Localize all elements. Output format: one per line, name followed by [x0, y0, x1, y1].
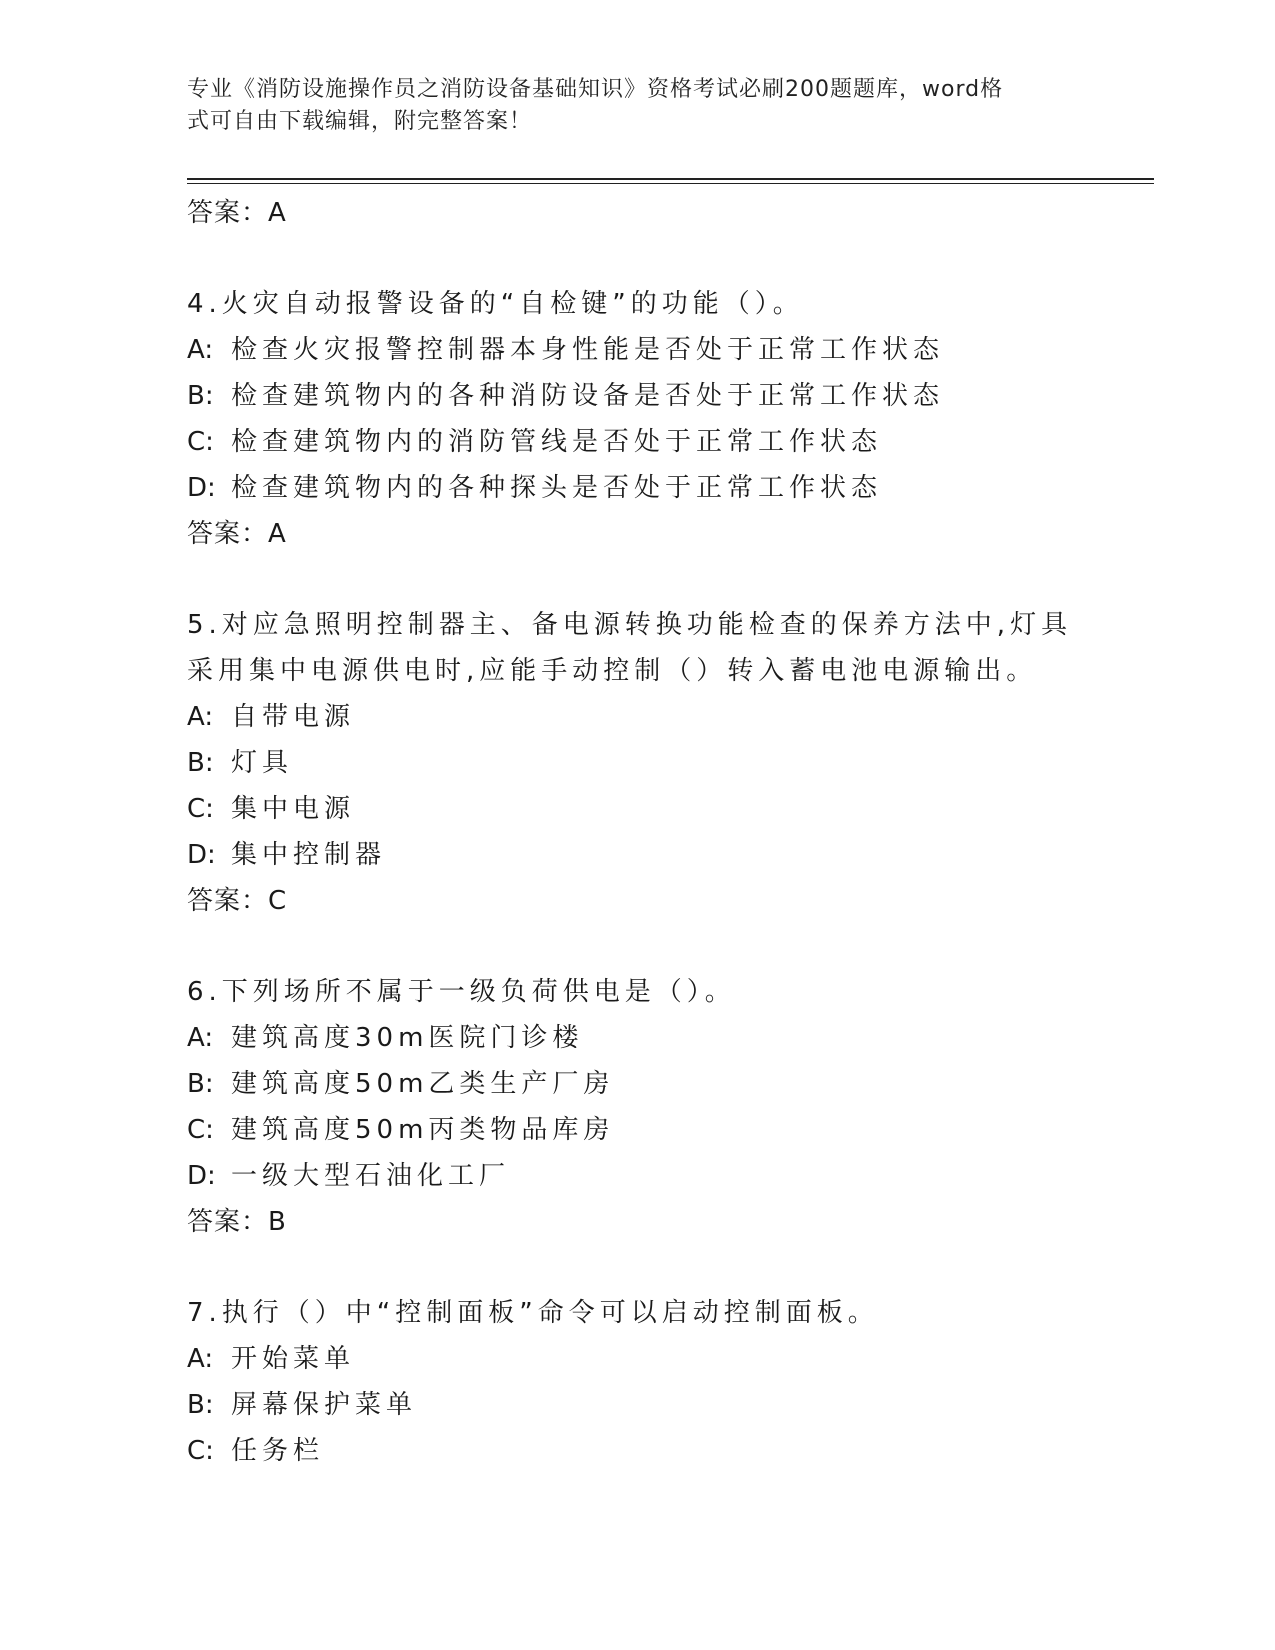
- option-text: 集中电源: [231, 794, 356, 824]
- option-c: [187, 1107, 1087, 1153]
- question-list: [187, 190, 1087, 1474]
- option-key: B:: [187, 1069, 214, 1099]
- option-text: 建筑高度30m医院门诊楼: [231, 1023, 584, 1053]
- option-d: [187, 832, 1087, 878]
- option-key: B:: [187, 748, 214, 778]
- question-stem: 6.下列场所不属于一级负荷供电是（）。: [187, 977, 736, 1007]
- option-key: B:: [187, 1390, 214, 1420]
- option-key: D:: [187, 1161, 216, 1191]
- option-b: [187, 1061, 1087, 1107]
- option-a: [187, 1015, 1087, 1061]
- option-b: [187, 1382, 1087, 1428]
- option-text: 建筑高度50m乙类生产厂房: [231, 1069, 615, 1099]
- option-key: A:: [187, 702, 214, 732]
- option-text: 自带电源: [231, 702, 356, 732]
- option-b: [187, 373, 1087, 419]
- option-text: 集中控制器: [231, 840, 387, 870]
- option-a: [187, 327, 1087, 373]
- question-block: [187, 969, 1087, 1245]
- option-key: A:: [187, 1023, 214, 1053]
- option-c: [187, 1428, 1087, 1474]
- question-block: [187, 1290, 1087, 1474]
- option-text: 屏幕保护菜单: [231, 1390, 418, 1420]
- option-key: A:: [187, 335, 214, 365]
- option-text: 灯具: [231, 748, 294, 778]
- option-text: 检查建筑物内的各种探头是否处于正常工作状态: [231, 473, 883, 503]
- option-key: D:: [187, 840, 216, 870]
- option-d: [187, 1153, 1087, 1199]
- option-text: 任务栏: [231, 1436, 325, 1466]
- header-rule-thin: [187, 183, 1154, 184]
- answer-line: 答案：B: [187, 1207, 287, 1237]
- option-text: 检查火灾报警控制器本身性能是否处于正常工作状态: [231, 335, 945, 365]
- option-key: C:: [187, 427, 214, 457]
- option-text: 建筑高度50m丙类物品库房: [231, 1115, 615, 1145]
- option-key: B:: [187, 381, 214, 411]
- option-key: C:: [187, 794, 214, 824]
- answer-line: 答案：C: [187, 886, 288, 916]
- option-c: [187, 786, 1087, 832]
- question-stem: 5.对应急照明控制器主、备电源转换功能检查的保养方法中,灯具采用集中电源供电时,应能手动控制（）转入蓄电池电源输出。: [187, 610, 1073, 686]
- page-header: [187, 74, 1067, 138]
- option-text: 检查建筑物内的各种消防设备是否处于正常工作状态: [231, 381, 945, 411]
- question-block: [187, 281, 1087, 557]
- answer-line: 答案：A: [187, 519, 287, 549]
- header-rule-thick: [187, 178, 1154, 180]
- option-key: D:: [187, 473, 216, 503]
- option-key: C:: [187, 1436, 214, 1466]
- question-stem: 7.执行（）中“控制面板”命令可以启动控制面板。: [187, 1298, 879, 1328]
- option-a: [187, 1336, 1087, 1382]
- option-text: 检查建筑物内的消防管线是否处于正常工作状态: [231, 427, 883, 457]
- question-stem: 4.火灾自动报警设备的“自检键”的功能（）。: [187, 289, 804, 319]
- option-c: [187, 419, 1087, 465]
- option-key: C:: [187, 1115, 214, 1145]
- header-line-2: 式可自由下载编辑，附完整答案！: [187, 109, 533, 134]
- option-text: 开始菜单: [231, 1344, 356, 1374]
- option-b: [187, 740, 1087, 786]
- question-block: [187, 602, 1087, 924]
- answer-line: 答案：A: [187, 198, 287, 228]
- option-a: [187, 694, 1087, 740]
- header-line-1: 专业《消防设施操作员之消防设备基础知识》资格考试必刷200题题库，word格: [187, 77, 1004, 102]
- option-text: 一级大型石油化工厂: [231, 1161, 511, 1191]
- option-d: [187, 465, 1087, 511]
- option-key: A:: [187, 1344, 214, 1374]
